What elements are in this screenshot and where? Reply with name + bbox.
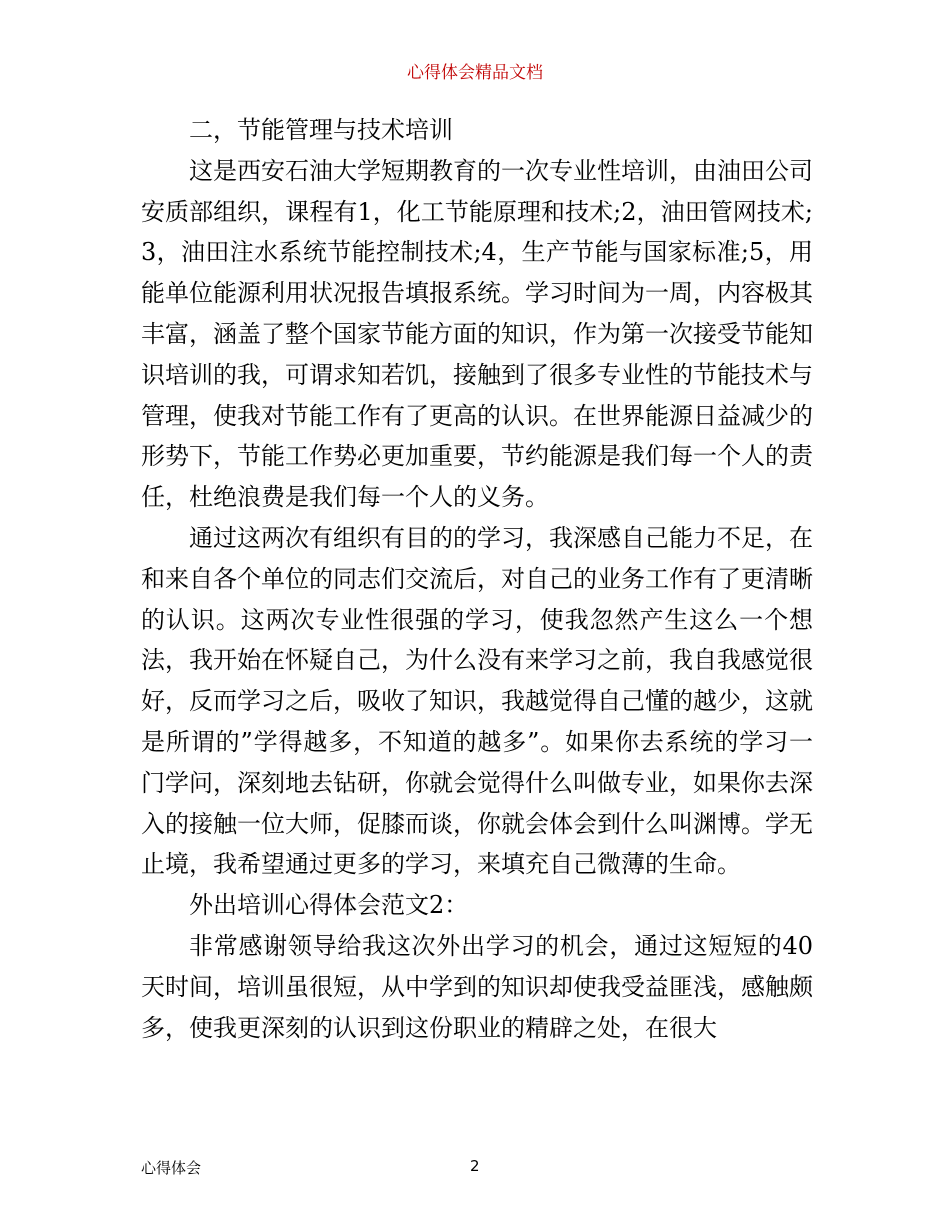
document-header-title: 心得体会精品文档 [407,63,543,83]
section-heading: 二，节能管理与技术培训 [189,116,453,144]
subheading: 外出培训心得体会范文2： [189,891,469,920]
paragraph-2: 通过这两次有组织有目的的学习，我深感自己能力不足，在和来自各个单位的同志们交流后，对自己的业务工作有了更清晰的认识。这两次专业性很强的学习，使我忽然产生这么一个想法，我开始在怀疑自己，为什么没有来学习之前，我自我感觉很好，反而学习之后，吸收了知识，我越觉得自己懂的越少，这就是所谓的”学得越多，不知道的越多”。如果你去系统的学习一门学问，深刻地去钻研，你就会觉得什么叫做专业，如果你去深入的接触一位大师，促膝而谈，你就会体会到什么叫渊博。学无止境，我希望通过更多的学习，来填充自己微薄的生命。 [141,523,813,879]
paragraph-3: 非常感谢领导给我这次外出学习的机会，通过这短短的40天时间，培训虽很短，从中学到的知识却使我受益匪浅，感触颇多，使我更深刻的认识到这份职业的精辟之处，在很大 [141,931,813,1042]
page-number: 2 [470,1157,480,1175]
footer-label: 心得体会 [141,1159,202,1177]
document-body [141,110,813,1048]
paragraph-1: 这是西安石油大学短期教育的一次专业性培训，由油田公司安质部组织，课程有1，化工节能原理和技术;2，油田管网技术;3，油田注水系统节能控制技术;4，生产节能与国家标准;5，用能单位能源利用状况报告填报系统。学习时间为一周，内容极其丰富，涵盖了整个国家节能方面的知识，作为第一次接受节能知识培训的我，可谓求知若饥，接触到了很多专业性的节能技术与管理，使我对节能工作有了更高的认识。在世界能源日益减少的形势下，节能工作势必更加重要，节约能源是我们每一个人的责任，杜绝浪费是我们每一个人的义务。 [141,156,813,512]
